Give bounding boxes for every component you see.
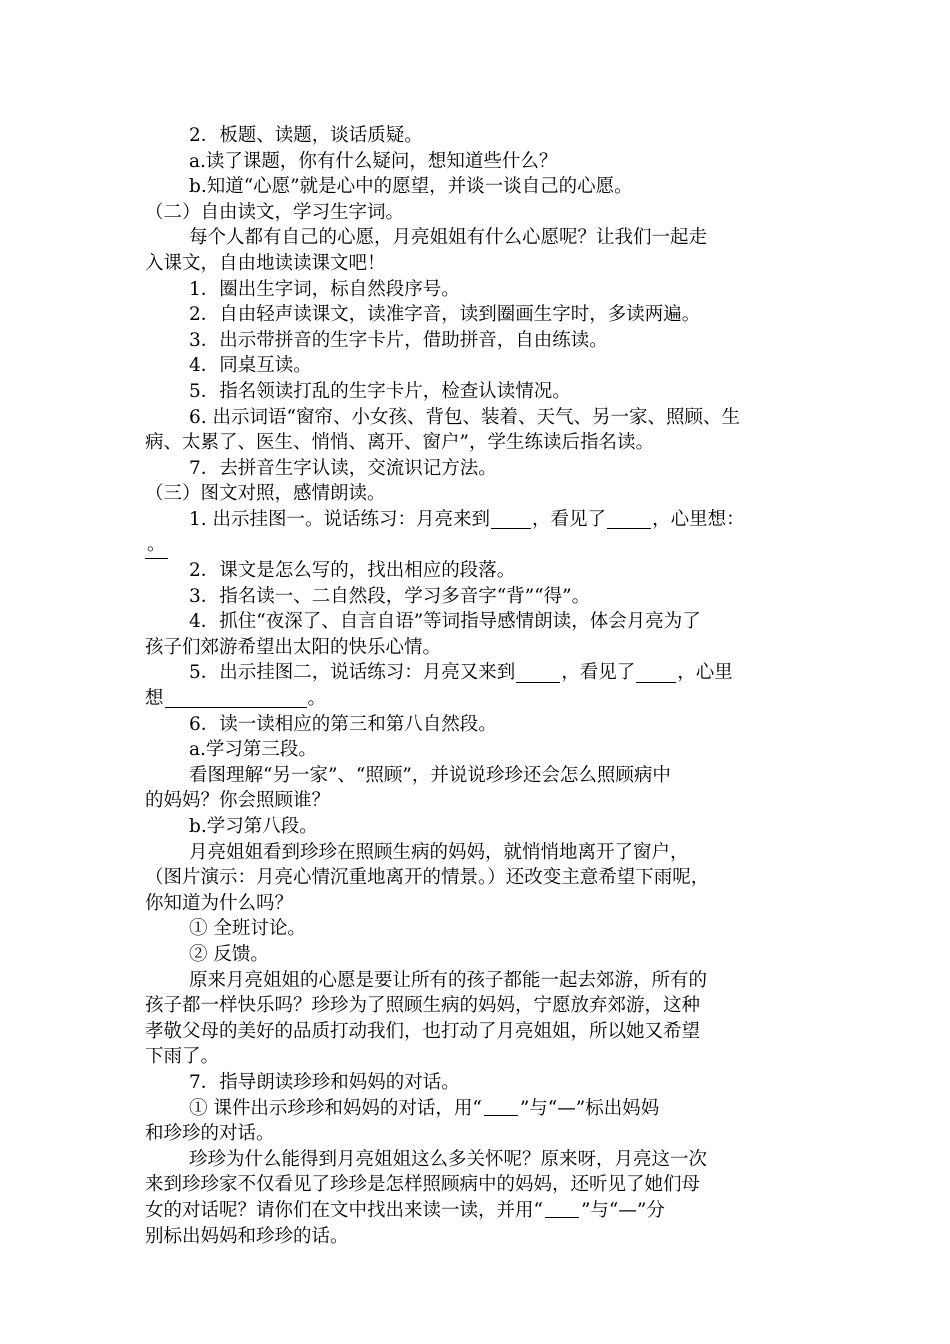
text-line: 5．出示挂图二，说话练习：月亮又来到 ，看见了 ，心里 [189,662,733,684]
text-line: 3．出示带拼音的生字卡片，借助拼音，自由练读。 [189,329,608,351]
text-line: 别标出妈妈和珍珍的话。 [145,1225,349,1247]
fill-blank [636,664,676,683]
text-line: b.学习第八段。 [189,816,318,838]
text-line: 原来月亮姐姐的心愿是要让所有的孩子都能一起去郊游，所有的 [189,969,708,991]
text-line: 入课文，自由地读读课文吧！ [145,252,386,274]
wavy-underline-mark [484,1101,518,1116]
text-line: ② 反馈。 [189,944,269,965]
text-line: 的妈妈？你会照顾谁？ [145,790,331,812]
text-line: 7．指导朗读珍珍和妈妈的对话。 [189,1071,460,1093]
text-line: a.学习第三段。 [189,739,317,761]
wavy-underline-mark [545,1203,579,1218]
text-line: 4．同桌互读。 [189,355,312,377]
text-line: 孩子们郊游希望出太阳的快乐心情。 [145,636,442,658]
text-line: 看图理解“另一家”、“照顾”，并说说珍珍还会怎么照顾病中 [189,764,671,786]
text-line: 想 。 [145,688,327,710]
text-line: 1. 出示挂图一。说话练习：月亮来到 ，看见了 ，心里想： [189,508,745,530]
text-line: 3．指名读一、二自然段，学习多音字“背”“得”。 [189,585,591,607]
text-line: （图片演示：月亮心情沉重地离开的情景。）还改变主意希望下雨呢， [145,867,710,889]
document-body [145,123,809,1249]
text-line: 孩子都一样快乐吗？珍珍为了照顾生病的妈妈，宁愿放弃郊游，这种 [145,995,701,1017]
text-line: 7．去拼音生字认读，交流识记方法。 [189,457,497,479]
text-line: 珍珍为什么能得到月亮姐姐这么多关怀呢？原来呀，月亮这一次 [189,1148,708,1170]
text-line: a.读了课题，你有什么疑问，想知道些什么？ [189,150,558,172]
text-line: 病、太累了、医生、悄悄、离开、窗户”，学生练读后指名读。 [145,432,654,454]
text-line: 每个人都有自己的心愿，月亮姐姐有什么心愿呢？让我们一起走 [189,227,708,249]
text-line: 6．读一读相应的第三和第八自然段。 [189,713,497,735]
text-line: 孝敬父母的美好的品质打动我们，也打动了月亮姐姐，所以她又希望 [145,1020,701,1042]
fill-blank [491,510,531,529]
fill-blank [516,664,560,683]
text-line: 6. 出示词语“窗帘、小女孩、背包、装着、天气、另一家、照顾、生 [189,406,740,428]
text-line: 4．抓住“夜深了、自言自语”等词指导感情朗读，体会月亮为了 [189,611,701,633]
text-line: b.知道“心愿”就是心中的愿望，并谈一谈自己的心愿。 [189,176,633,198]
text-line: 女的对话呢？请你们在文中找出来读一读，并用“ ”与“—”分 [145,1199,665,1221]
fill-blank [607,510,651,529]
text-line: 2．自由轻声读课文，读准字音，读到圈画生字时，多读两遍。 [189,304,701,326]
text-line: 2．课文是怎么写的，找出相应的段落。 [189,560,516,582]
fill-blank [165,689,307,708]
text-line: 你知道为什么吗？ [145,892,294,914]
text-line: （二）自由读文，学习生字词。 [145,201,405,223]
text-line: 1．圈出生字词，标自然段序号。 [189,278,460,300]
text-line: ① 全班讨论。 [189,918,306,940]
text-line: 5．指名领读打乱的生字卡片，检查认读情况。 [189,380,571,402]
text-line: 2．板题、读题，谈话质疑。 [189,125,423,146]
text-line: ① 课件出示珍珍和妈妈的对话，用“ ”与“—”标出妈妈 [189,1097,660,1119]
text-line: 和珍珍的对话。 [145,1123,275,1145]
text-line: 。 [145,533,809,559]
text-line: （三）图文对照，感情朗读。 [145,483,386,505]
text-line: 下雨了。 [145,1046,220,1068]
text-line: 月亮姐姐看到珍珍在照顾生病的妈妈，就悄悄地离开了窗户， [189,841,689,863]
text-line: 来到珍珍家不仅看见了珍珍是怎样照顾病中的妈妈，还听见了她们母 [145,1174,701,1196]
